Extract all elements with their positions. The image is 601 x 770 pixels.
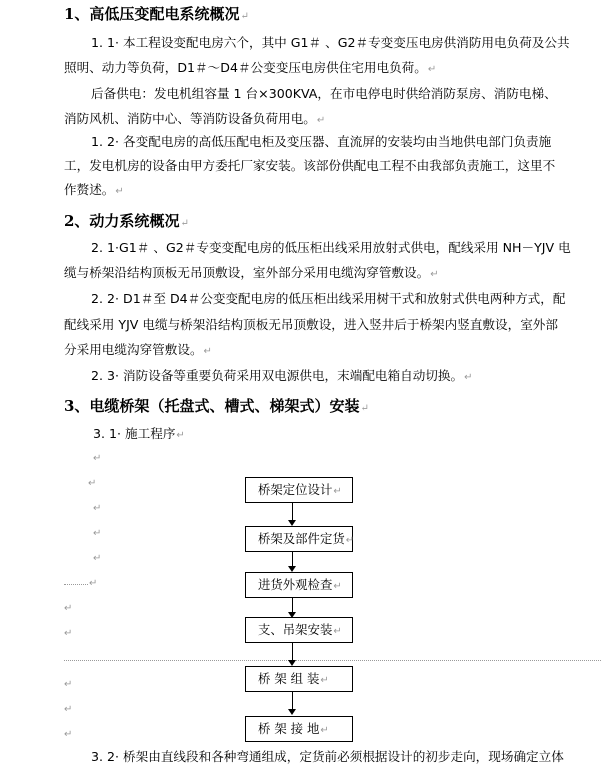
paragraph-1-1-line-2: 照明、动力等负荷，D1＃～D4＃公变变压电房供住宅用电负荷。↵	[64, 60, 437, 75]
paragraph-mark-icon: ↵	[464, 372, 473, 383]
paragraph-2-2-line-3: 分采用电缆沟穿管敷设。↵	[64, 342, 212, 357]
paragraph-mark-icon: ↵	[345, 535, 355, 546]
flowchart-step-2: 桥架及部件定货↵	[245, 526, 353, 552]
paragraph-mark-icon: ↵	[427, 64, 437, 75]
paragraph-mark-icon: ↵	[180, 218, 189, 229]
paragraph-mark-icon: ↵	[203, 346, 212, 357]
paragraph-2-2-line-2: 配线采用 YJV 电缆与桥架沿结构顶板无吊顶敷设，进入竖井后于桥架内竖直敷设，室外部	[64, 317, 558, 332]
flowchart-step-3: 进货外观检查↵	[245, 572, 353, 598]
paragraph-mark-icon: ↵	[320, 675, 329, 686]
paragraph-mark-icon: ↵	[115, 186, 124, 197]
heading-section-2: 2、动力系统概况↵	[64, 212, 189, 230]
empty-paragraph-mark-icon: ↵	[93, 553, 102, 564]
flowchart-step-6: 桥 架 接 地↵	[245, 716, 353, 742]
paragraph-mark-icon: ↵	[360, 403, 369, 414]
section-break-dotted-line	[64, 660, 601, 661]
flowchart-connector	[292, 598, 293, 613]
paragraph-2-1-line-1: 2. 1·G1＃ 、G2＃专变变配电房的低压柜出线采用放射式供电，配线采用 NH－YJV 电	[91, 240, 571, 255]
flowchart-connector	[292, 551, 293, 567]
paragraph-1-1-line-1: 1. 1· 本工程设变配电房六个，其中 G1＃ 、G2＃专变变压电房供消防用电负荷及公共	[91, 35, 570, 50]
paragraph-2-3: 2. 3· 消防设备等重要负荷采用双电源供电，末端配电箱自动切换。↵	[91, 368, 473, 383]
paragraph-mark-icon: ↵	[333, 626, 342, 637]
paragraph-backup-line-1: 后备供电：发电机组容量 1 台×300KVA，在市电停电时供给消防泵房、消防电梯、	[91, 86, 557, 101]
paragraph-mark-icon: ↵	[240, 11, 249, 22]
empty-paragraph-mark-icon: ↵	[93, 528, 102, 539]
paragraph-1-2-line-2: 工，发电机房的设备由甲方委托厂家安装。该部份供配电工程不由我部负责施工，这里不	[64, 158, 556, 173]
heading-section-3: 3、电缆桥架（托盘式、槽式、梯架式）安装↵	[64, 397, 369, 415]
flowchart-connector	[292, 502, 293, 521]
paragraph-mark-icon: ↵	[430, 269, 439, 280]
paragraph-1-2-line-1: 1. 2· 各变配电房的高低压配电柜及变压器、直流屏的安装均由当地供电部门负责施	[91, 134, 552, 149]
flowchart-connector	[292, 643, 293, 661]
dotted-leader	[64, 584, 88, 585]
empty-paragraph-mark-icon: ↵	[64, 704, 73, 715]
paragraph-1-2-line-3: 作赘述。↵	[64, 182, 124, 197]
empty-paragraph-mark-icon: ↵	[64, 603, 73, 614]
paragraph-backup-line-2: 消防风机、消防中心、等消防设备负荷用电。↵	[64, 111, 326, 126]
paragraph-mark-icon: ↵	[176, 430, 185, 441]
flowchart-connector	[292, 692, 293, 710]
arrow-down-icon	[288, 709, 296, 715]
empty-paragraph-mark-icon: ↵	[64, 729, 73, 740]
paragraph-mark-icon: ↵	[333, 486, 342, 497]
paragraph-2-1-line-2: 缆与桥架沿结构顶板无吊顶敷设，室外部分采用电缆沟穿管敷设。↵	[64, 265, 439, 280]
flowchart-step-4: 支、吊架安装↵	[245, 617, 353, 643]
empty-paragraph-mark-icon: ↵	[89, 578, 98, 589]
paragraph-mark-icon: ↵	[333, 581, 342, 592]
empty-paragraph-mark-icon: ↵	[93, 453, 102, 464]
paragraph-mark-icon: ↵	[316, 115, 326, 126]
flowchart-step-1: 桥架定位设计↵	[245, 477, 353, 503]
flowchart-step-5: 桥 架 组 装↵	[245, 666, 353, 692]
paragraph-2-2-line-1: 2. 2· D1＃至 D4＃公变变配电房的低压柜出线采用树干式和放射式供电两种方式，配	[91, 291, 566, 306]
heading-section-1: 1、高低压变配电系统概况↵	[64, 5, 249, 23]
empty-paragraph-mark-icon: ↵	[64, 628, 73, 639]
empty-paragraph-mark-icon: ↵	[64, 679, 73, 690]
paragraph-3-1: 3. 1· 施工程序↵	[93, 426, 185, 441]
paragraph-mark-icon: ↵	[320, 725, 329, 736]
paragraph-3-2-line-1: 3. 2· 桥架由直线段和各种弯通组成，定货前必须根据设计的初步走向，现场确定立体	[91, 749, 564, 764]
empty-paragraph-mark-icon: ↵	[93, 503, 102, 514]
empty-paragraph-mark-icon: ↵	[88, 478, 97, 489]
